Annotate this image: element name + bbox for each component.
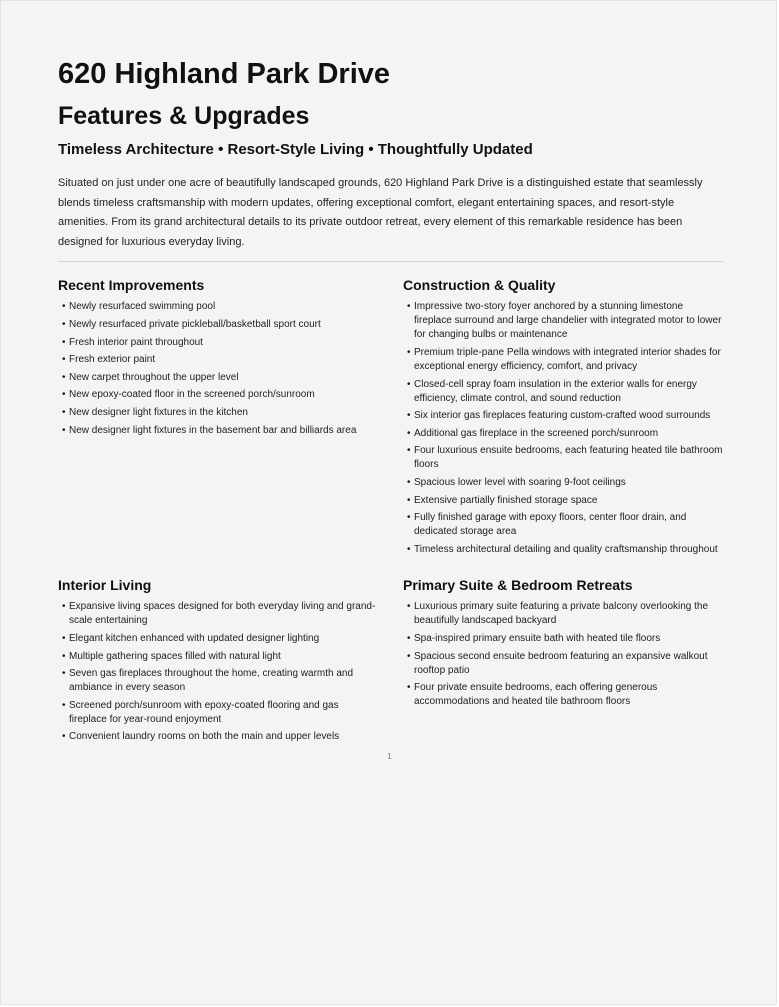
divider	[58, 261, 723, 262]
list-item: • Timeless architectural detailing and quality craftsmanship throughout	[408, 543, 723, 557]
section-heading: Primary Suite & Bedroom Retreats	[403, 577, 633, 594]
list-item: • Spa-inspired primary ensuite bath with heated tile floors	[408, 632, 723, 646]
page-subtitle: Features & Upgrades	[58, 102, 310, 130]
list-item: • Four luxurious ensuite bedrooms, each featuring heated tile bathroom floors	[408, 444, 723, 472]
list-item: • Convenient laundry rooms on both the main and upper levels	[63, 730, 378, 744]
list-item: • New epoxy-coated floor in the screened porch/sunroom	[63, 388, 378, 402]
list-item: • Additional gas fireplace in the screened porch/sunroom	[408, 427, 723, 441]
section-row-2	[58, 576, 723, 748]
list-item: • Luxurious primary suite featuring a private balcony overlooking the beautifully landscaped backyard	[408, 600, 723, 628]
page-content	[58, 57, 723, 748]
list-item: • Four private ensuite bedrooms, each offering generous accommodations and heated tile bathroom floors	[408, 681, 723, 709]
list-item: • Extensive partially finished storage space	[408, 494, 723, 508]
section-heading: Recent Improvements	[58, 277, 205, 294]
list-item: • New designer light fixtures in the kitchen	[63, 406, 378, 420]
list-item: • Closed-cell spray foam insulation in the exterior walls for energy efficiency, climate control, and sound reduction	[408, 378, 723, 406]
tagline: Timeless Architecture • Resort-Style Living • Thoughtfully Updated	[58, 141, 533, 158]
bullet-list	[58, 600, 378, 744]
list-item: • New carpet throughout the upper level	[63, 371, 378, 385]
section-row-1	[58, 276, 723, 560]
section-construction-quality	[403, 276, 723, 560]
intro-paragraph: Situated on just under one acre of beautifully landscaped grounds, 620 Highland Park Drive is a distinguished estate that seamlessly blends timeless craftsmanship with modern updates, offering exceptional comfort, elegant entertaining spaces, and resort-style amenities. From its grand architectural details to its private outdoor retreat, every element of this remarkable residence has been designed for luxurious everyday living.	[58, 177, 703, 248]
section-heading: Interior Living	[58, 577, 152, 594]
list-item: • Spacious lower level with soaring 9-foot ceilings	[408, 476, 723, 490]
list-item: • Impressive two-story foyer anchored by a stunning limestone fireplace surround and large chandelier with integrated motor to lower for changing bulbs or maintenance	[408, 300, 723, 342]
page-number: 1	[387, 752, 392, 761]
list-item: • Elegant kitchen enhanced with updated designer lighting	[63, 632, 378, 646]
list-item: • Newly resurfaced private pickleball/basketball sport court	[63, 318, 378, 332]
page-title: 620 Highland Park Drive	[58, 58, 391, 90]
bullet-list	[58, 300, 378, 437]
list-item: • Fresh interior paint throughout	[63, 336, 378, 350]
list-item: • Newly resurfaced swimming pool	[63, 300, 378, 314]
bullet-list	[403, 300, 723, 556]
list-item: • Six interior gas fireplaces featuring custom-crafted wood surrounds	[408, 409, 723, 423]
section-interior-living	[58, 576, 378, 748]
list-item: • New designer light fixtures in the basement bar and billiards area	[63, 424, 378, 438]
list-item: • Fresh exterior paint	[63, 353, 378, 367]
section-recent-improvements	[58, 276, 378, 560]
list-item: • Seven gas fireplaces throughout the home, creating warmth and ambiance in every season	[63, 667, 378, 695]
list-item: • Multiple gathering spaces filled with natural light	[63, 650, 378, 664]
bullet-list	[403, 600, 723, 709]
list-item: • Premium triple-pane Pella windows with integrated interior shades for exceptional energy efficiency, comfort, and privacy	[408, 346, 723, 374]
list-item: • Fully finished garage with epoxy floors, center floor drain, and dedicated storage area	[408, 511, 723, 539]
list-item: • Expansive living spaces designed for both everyday living and grand-scale entertaining	[63, 600, 378, 628]
list-item: • Screened porch/sunroom with epoxy-coated flooring and gas fireplace for year-round enjoyment	[63, 699, 378, 727]
section-primary-suite	[403, 576, 723, 748]
section-heading: Construction & Quality	[403, 277, 556, 294]
list-item: • Spacious second ensuite bedroom featuring an expansive walkout rooftop patio	[408, 650, 723, 678]
